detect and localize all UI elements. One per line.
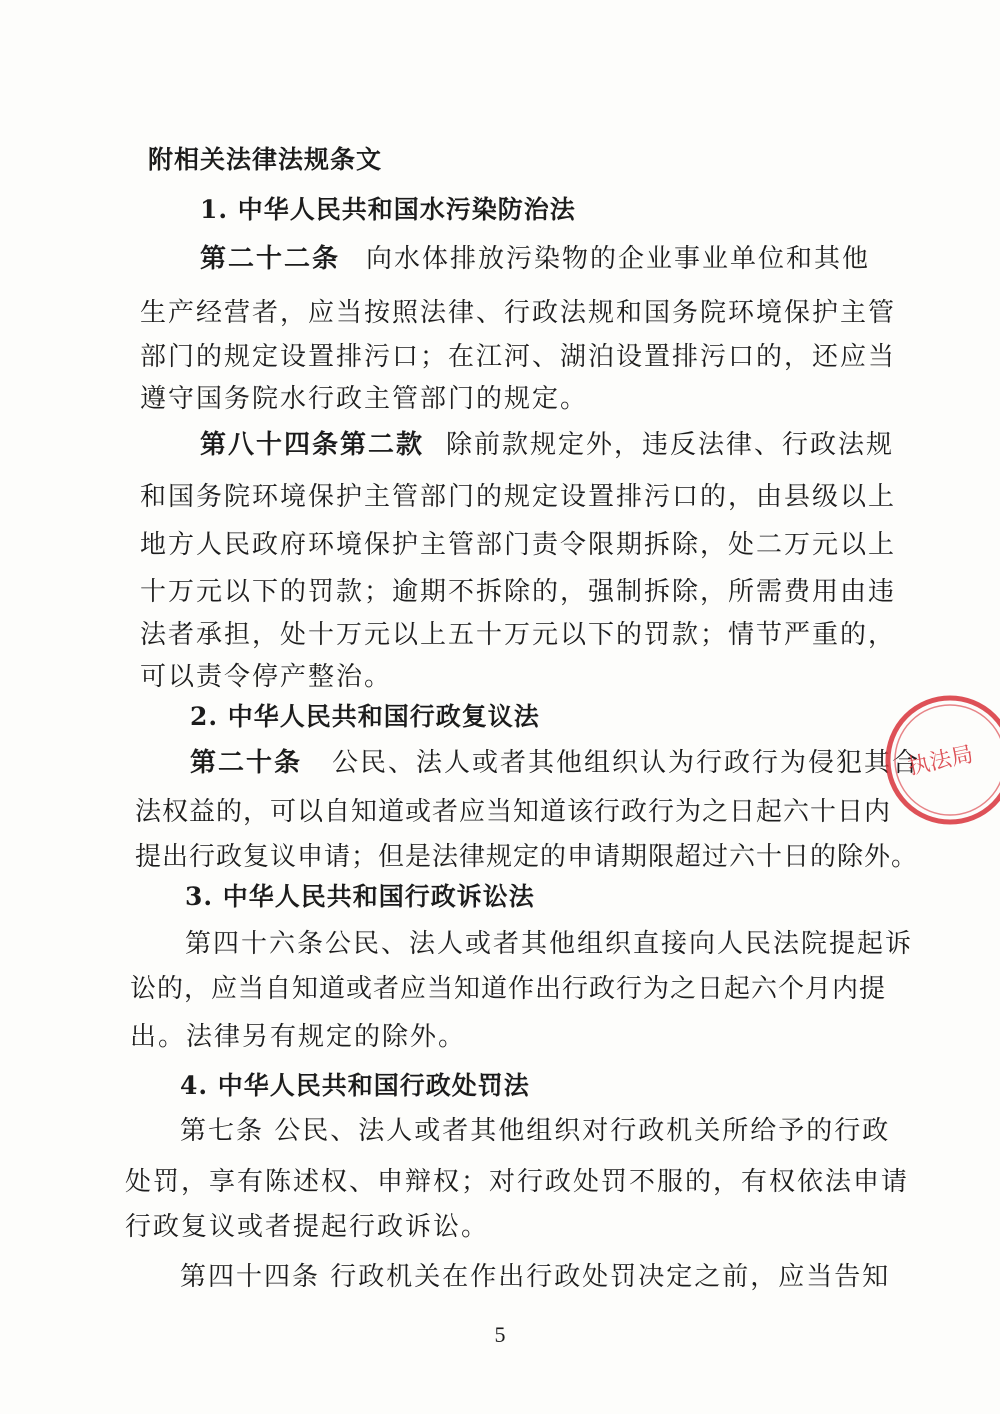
law1-article84-line5: 法者承担，处十万元以上五十万元以下的罚款；情节严重的， — [140, 620, 897, 650]
law2-article20-label: 第二十条 — [190, 748, 303, 778]
law1-article84-line4: 十万元以下的罚款；逾期不拆除的，强制拆除，所需费用由违 — [140, 577, 897, 607]
law2-article20-line1 — [190, 746, 921, 780]
law2-heading: 2. 中华人民共和国行政复议法 — [190, 702, 540, 731]
law3-article46-line2: 讼的，应当自知道或者应当知道作出行政行为之日起六个月内提 — [130, 974, 887, 1004]
law1-article84-line1 — [200, 428, 895, 462]
law2-article20-line2: 法权益的，可以自知道或者应当知道该行政行为之日起六十日内 — [135, 797, 892, 827]
law2-article20-line3: 提出行政复议申请；但是法律规定的申请期限超过六十日的除外。 — [135, 842, 919, 872]
law1-article84-text1: 除前款规定外，违反法律、行政法规 — [446, 430, 895, 460]
law1-article22-line2: 生产经营者，应当按照法律、行政法规和国务院环境保护主管 — [140, 298, 897, 328]
law3-article46-line3: 出。法律另有规定的除外。 — [130, 1022, 467, 1052]
law1-article22-line1 — [200, 242, 871, 276]
law1-article22-label: 第二十二条 — [200, 244, 341, 274]
document-title: 附相关法律法规条文 — [148, 145, 383, 174]
law4-article7-line3: 行政复议或者提起行政诉讼。 — [125, 1212, 490, 1242]
law3-article46-line1: 第四十六条公民、法人或者其他组织直接向人民法院提起诉 — [185, 929, 914, 959]
law4-article7-line2: 处罚，享有陈述权、申辩权；对行政处罚不服的，有权依法申请 — [125, 1167, 910, 1197]
law1-article84-label: 第八十四条第二款 — [200, 430, 425, 460]
law3-heading: 3. 中华人民共和国行政诉讼法 — [185, 882, 535, 911]
svg-text:执法局: 执法局 — [905, 742, 976, 781]
official-seal-stamp — [880, 690, 1000, 830]
law1-article84-line6: 可以责令停产整治。 — [140, 662, 393, 692]
law2-article20-text1: 公民、法人或者其他组织认为行政行为侵犯其合 — [332, 748, 921, 778]
law1-heading: 1. 中华人民共和国水污染防治法 — [200, 195, 576, 224]
law1-article22-line4: 遵守国务院水行政主管部门的规定。 — [140, 384, 589, 414]
law4-article7-line1: 第七条 公民、法人或者其他组织对行政机关所给予的行政 — [180, 1116, 891, 1146]
law1-article22-line3: 部门的规定设置排污口；在江河、湖泊设置排污口的，还应当 — [140, 342, 897, 372]
law1-article84-line3: 地方人民政府环境保护主管部门责令限期拆除，处二万元以上 — [140, 530, 897, 560]
law4-article44-line1: 第四十四条 行政机关在作出行政处罚决定之前，应当告知 — [180, 1262, 891, 1292]
page-number: 5 — [494, 1322, 506, 1347]
law4-heading: 4. 中华人民共和国行政处罚法 — [180, 1071, 530, 1100]
law1-article22-text1: 向水体排放污染物的企业事业单位和其他 — [366, 244, 871, 274]
law1-article84-line2: 和国务院环境保护主管部门的规定设置排污口的，由县级以上 — [140, 482, 897, 512]
